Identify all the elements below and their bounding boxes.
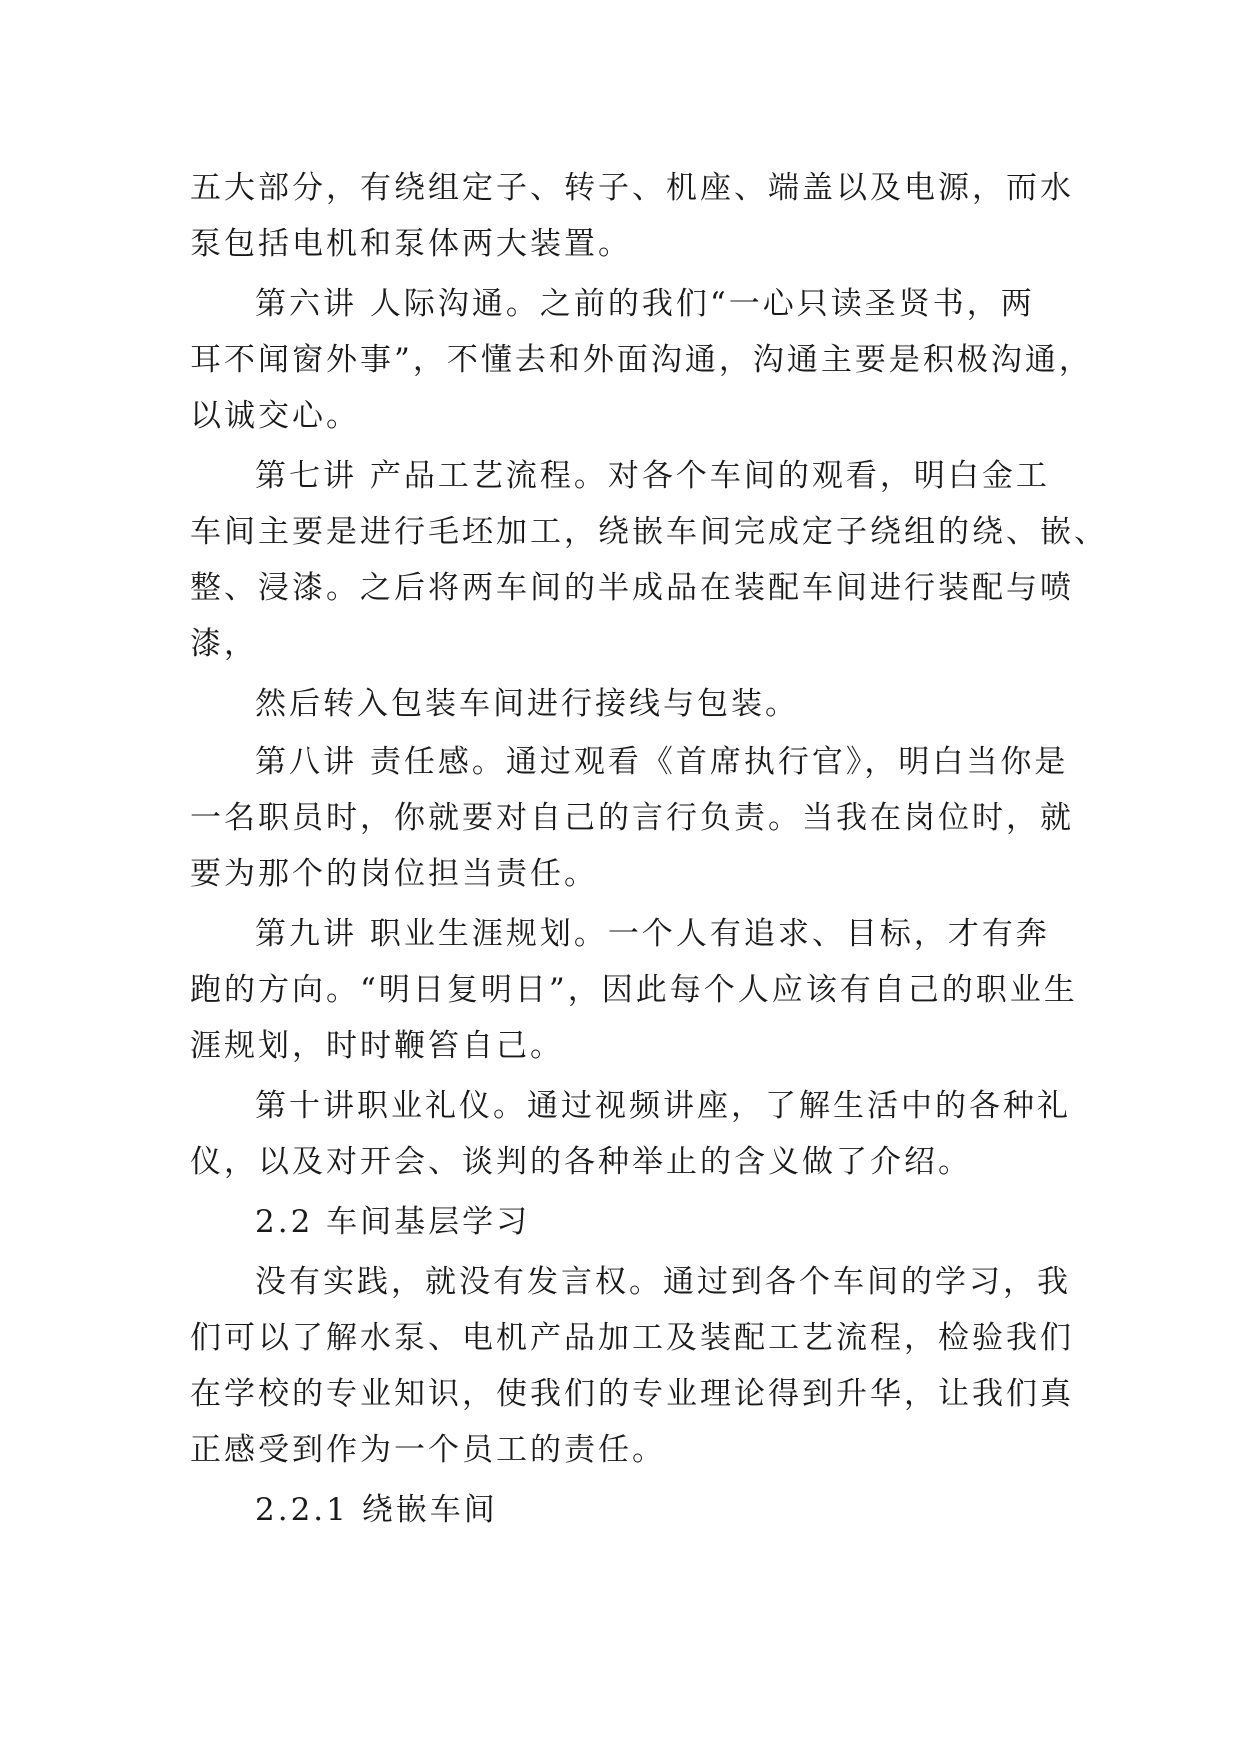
text-line: 在学校的专业知识，使我们的专业理论得到升华，让我们真 (190, 1376, 1074, 1412)
text-line: 第九讲 职业生涯规划。一个人有追求、目标，才有奔 (255, 916, 1050, 952)
text-line: 跑的方向。“明日复明日”，因此每个人应该有自己的职业生 (190, 972, 1078, 1008)
text-line: 涯规划，时时鞭笞自己。 (190, 1028, 564, 1064)
text-line: 们可以了解水泵、电机产品加工及装配工艺流程，检验我们 (190, 1320, 1074, 1356)
subsection-heading: 2.2.1 绕嵌车间 (255, 1492, 498, 1528)
text-line: 车间主要是进行毛坯加工，绕嵌车间完成定子绕组的绕、嵌、 (190, 514, 1108, 550)
text-line: 五大部分，有绕组定子、转子、机座、端盖以及电源，而水 (190, 170, 1074, 206)
text-line: 耳不闻窗外事”，不懂去和外面沟通，沟通主要是积极沟通， (190, 342, 1093, 378)
text-line: 要为那个的岗位担当责任。 (190, 856, 598, 892)
text-line: 没有实践，就没有发言权。通过到各个车间的学习，我 (255, 1264, 1071, 1300)
text-line: 然后转入包装车间进行接线与包装。 (255, 686, 799, 722)
section-heading: 2.2 车间基层学习 (255, 1204, 531, 1240)
text-line: 漆， (190, 626, 258, 662)
text-line: 第六讲 人际沟通。之前的我们“一心只读圣贤书，两 (255, 286, 1035, 322)
text-line: 第八讲 责任感。通过观看《首席执行官》，明白当你是 (255, 744, 1069, 780)
text-line: 第七讲 产品工艺流程。对各个车间的观看，明白金工 (255, 458, 1050, 494)
text-line: 泵包括电机和泵体两大装置。 (190, 226, 632, 262)
text-line: 第十讲职业礼仪。通过视频讲座，了解生活中的各种礼 (255, 1088, 1071, 1124)
text-line: 正感受到作为一个员工的责任。 (190, 1432, 666, 1468)
text-line: 以诚交心。 (190, 398, 360, 434)
text-line: 整、浸漆。之后将两车间的半成品在装配车间进行装配与喷 (190, 570, 1074, 606)
text-line: 仪，以及对开会、谈判的各种举止的含义做了介绍。 (190, 1144, 972, 1180)
text-line: 一名职员时，你就要对自己的言行负责。当我在岗位时，就 (190, 800, 1074, 836)
